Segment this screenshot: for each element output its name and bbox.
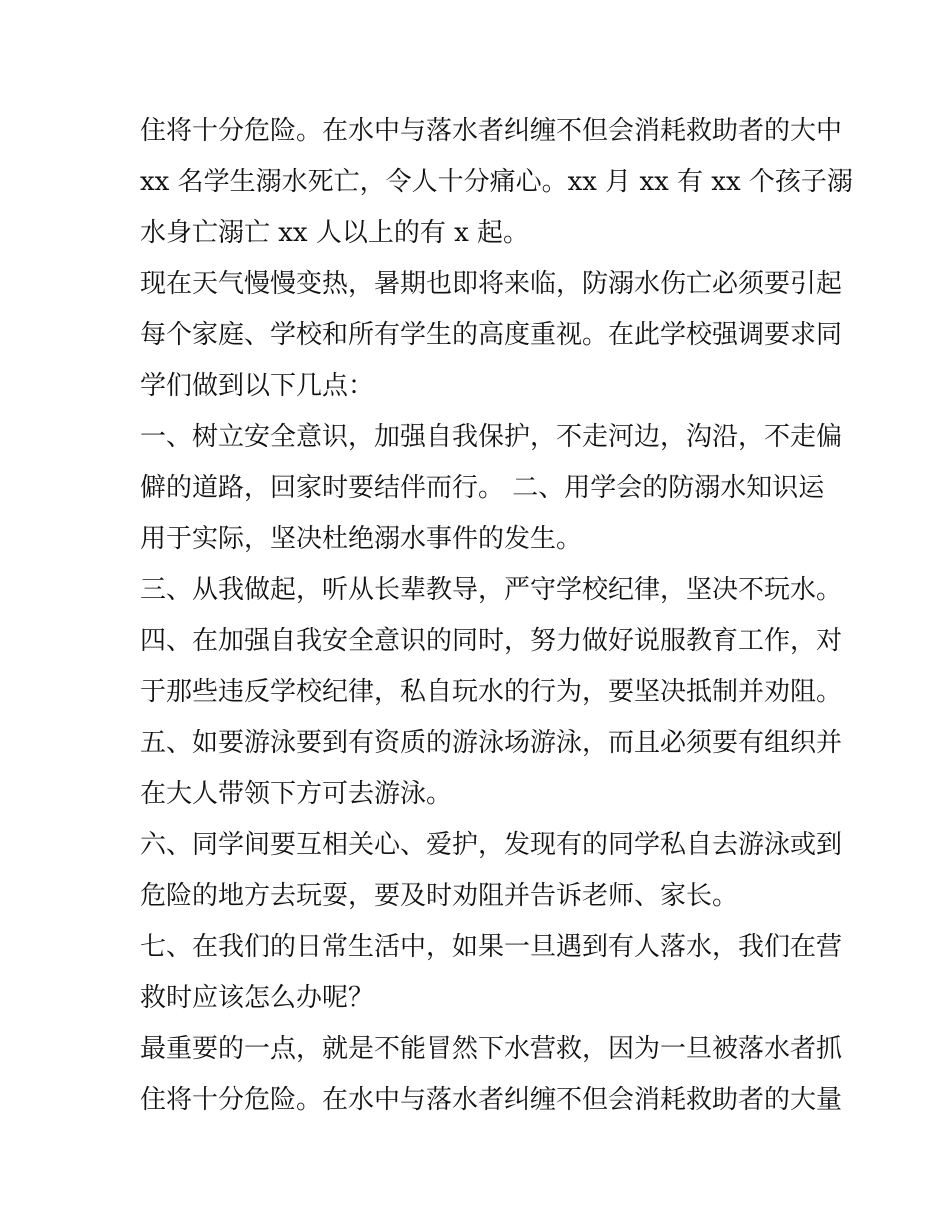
text-line: 在大人带领下方可去游泳。	[140, 779, 453, 809]
text-line: 救时应该怎么办呢？	[140, 983, 375, 1013]
text-line: 四、在加强自我安全意识的同时，努力做好说服教育工作，对	[140, 626, 843, 656]
text-line: 七、在我们的日常生活中，如果一旦遇到有人落水，我们在营	[140, 932, 843, 962]
text-line: xx 名学生溺水死亡，令人十分痛心。xx 月 xx 有 xx 个孩子溺	[140, 167, 853, 197]
text-line: 一、树立安全意识，加强自我保护，不走河边，沟沿，不走偏	[140, 422, 843, 452]
text-line: 五、如要游泳要到有资质的游泳场游泳，而且必须要有组织并	[140, 728, 843, 758]
text-line: 三、从我做起，听从长辈教导，严守学校纪律，坚决不玩水。	[140, 575, 843, 605]
text-line: 危险的地方去玩耍，要及时劝阻并告诉老师、家长。	[140, 881, 739, 911]
text-line: 住将十分危险。在水中与落水者纠缠不但会消耗救助者的大中	[140, 116, 843, 146]
document-body	[140, 106, 853, 1126]
text-line: 现在天气慢慢变热，暑期也即将来临，防溺水伤亡必须要引起	[140, 269, 843, 299]
text-line: 僻的道路，回家时要结伴而行。 二、用学会的防溺水知识运	[140, 473, 825, 503]
text-line: 学们做到以下几点：	[140, 371, 375, 401]
text-line: 最重要的一点，就是不能冒然下水营救，因为一旦被落水者抓	[140, 1034, 843, 1064]
text-line: 于那些违反学校纪律，私自玩水的行为，要坚决抵制并劝阻。	[140, 677, 843, 707]
text-line: 住将十分危险。在水中与落水者纠缠不但会消耗救助者的大量	[140, 1085, 843, 1115]
text-line: 每个家庭、学校和所有学生的高度重视。在此学校强调要求同	[140, 320, 843, 350]
text-line: 水身亡溺亡 xx 人以上的有 x 起。	[140, 218, 530, 248]
text-line: 六、同学间要互相关心、爱护，发现有的同学私自去游泳或到	[140, 830, 843, 860]
text-line: 用于实际，坚决杜绝溺水事件的发生。	[140, 524, 583, 554]
